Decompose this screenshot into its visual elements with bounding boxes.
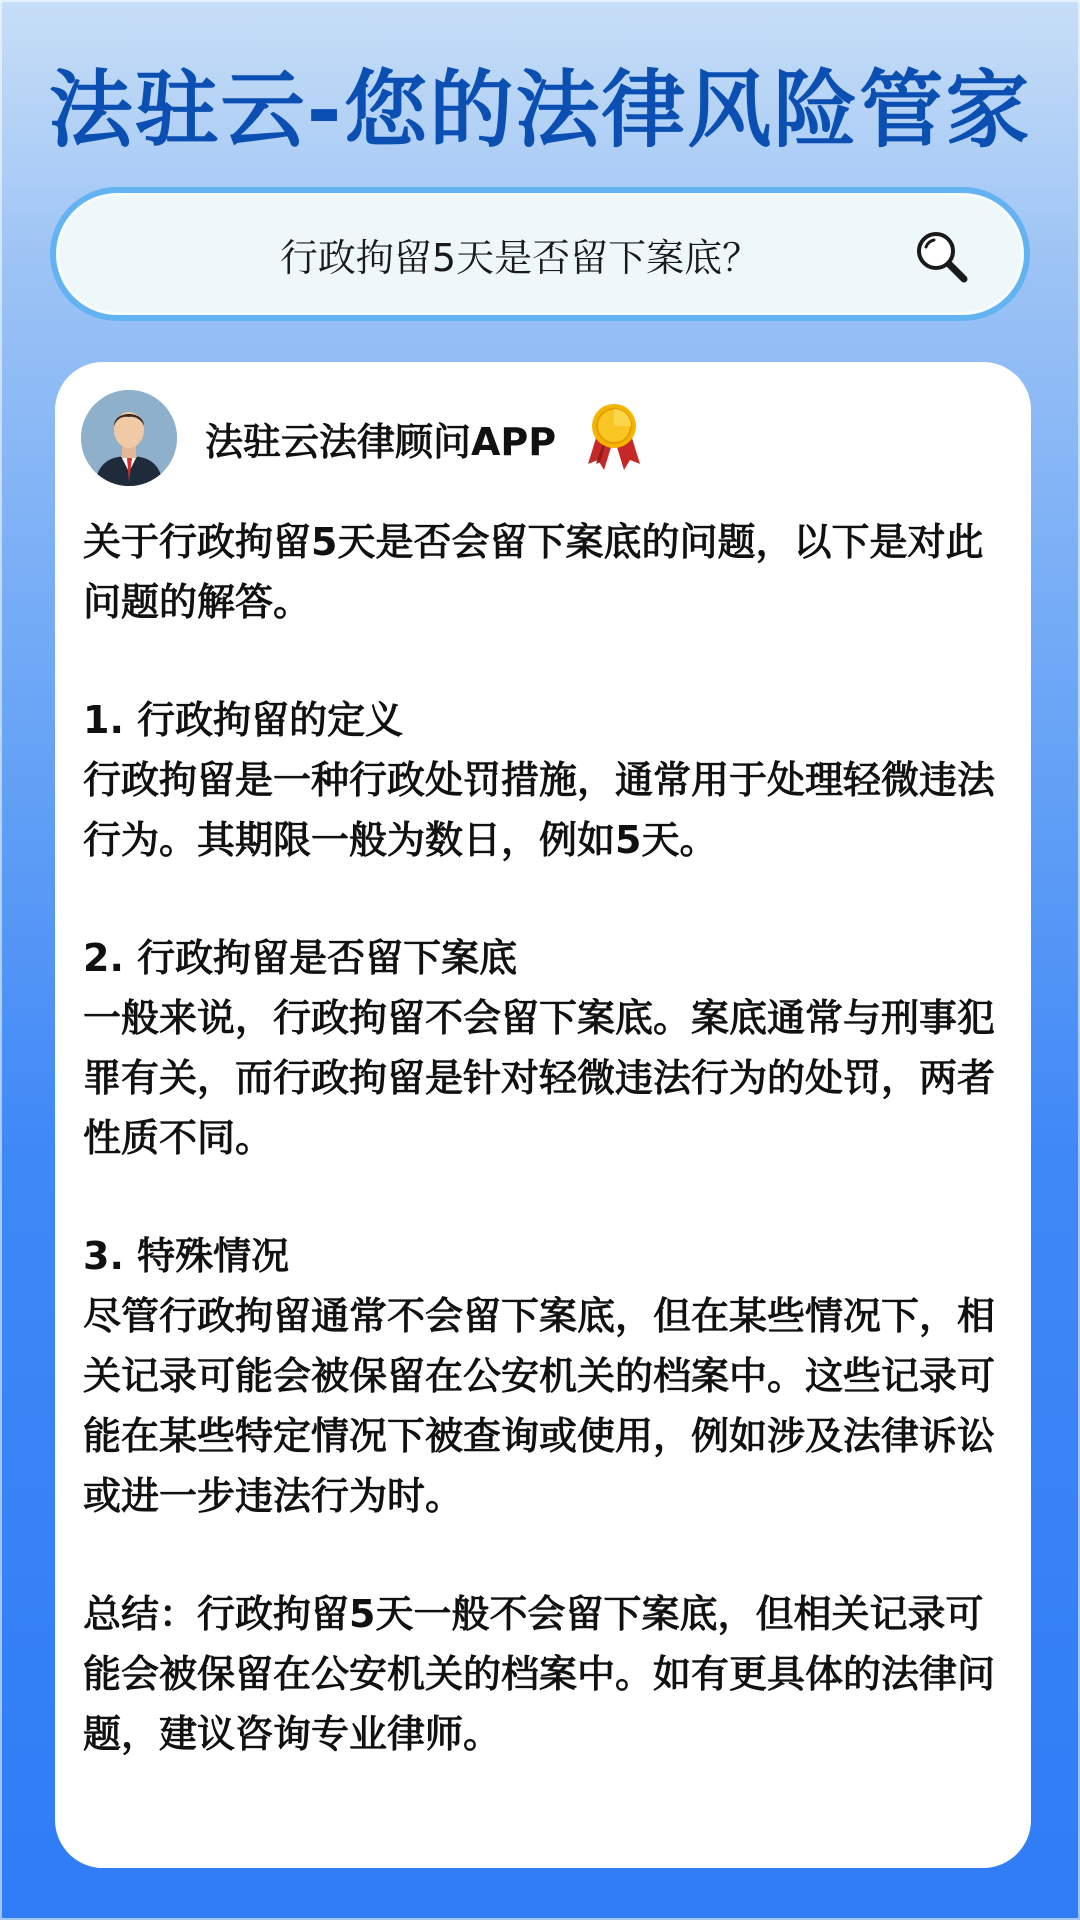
avatar-image [81, 390, 177, 486]
section-1-body: 行政拘留是一种行政处罚措施，通常用于处理轻微违法行为。其期限一般为数日，例如5天。 [83, 758, 996, 862]
medal-icon [586, 402, 642, 474]
app-title: 法驻云-您的法律风险管家 [48, 61, 1032, 159]
lawyer-avatar [81, 390, 177, 486]
section-1 [83, 690, 1013, 870]
section-3-body: 尽管行政拘留通常不会留下案底，但在某些情况下，相关记录可能会被保留在公安机关的档案中。这些记录可能在某些特定情况下被查询或使用，例如涉及法律诉讼或进一步违法行为时。 [83, 1294, 996, 1518]
answer-summary: 总结：行政拘留5天一般不会留下案底，但相关记录可能会被保留在公安机关的档案中。如有更具体的法律问题，建议咨询专业律师。 [83, 1592, 996, 1756]
section-3-heading: 3. 特殊情况 [83, 1234, 290, 1278]
search-icon[interactable] [912, 227, 972, 287]
author-name: 法驻云法律顾问APP [205, 419, 557, 464]
section-2-heading: 2. 行政拘留是否留下案底 [83, 936, 518, 980]
search-bar[interactable] [50, 187, 1030, 321]
section-3 [83, 1226, 1013, 1526]
author-row [81, 390, 642, 486]
search-query[interactable]: 行政拘留5天是否留下案底？ [279, 235, 761, 280]
section-2 [83, 928, 1013, 1168]
answer-card [55, 362, 1031, 1868]
section-2-body: 一般来说，行政拘留不会留下案底。案底通常与刑事犯罪有关，而行政拘留是针对轻微违法行为的处罚，两者性质不同。 [83, 996, 996, 1160]
answer-intro: 关于行政拘留5天是否会留下案底的问题，以下是对此问题的解答。 [83, 520, 984, 624]
section-1-heading: 1. 行政拘留的定义 [83, 698, 404, 742]
answer-body [83, 512, 1013, 1822]
